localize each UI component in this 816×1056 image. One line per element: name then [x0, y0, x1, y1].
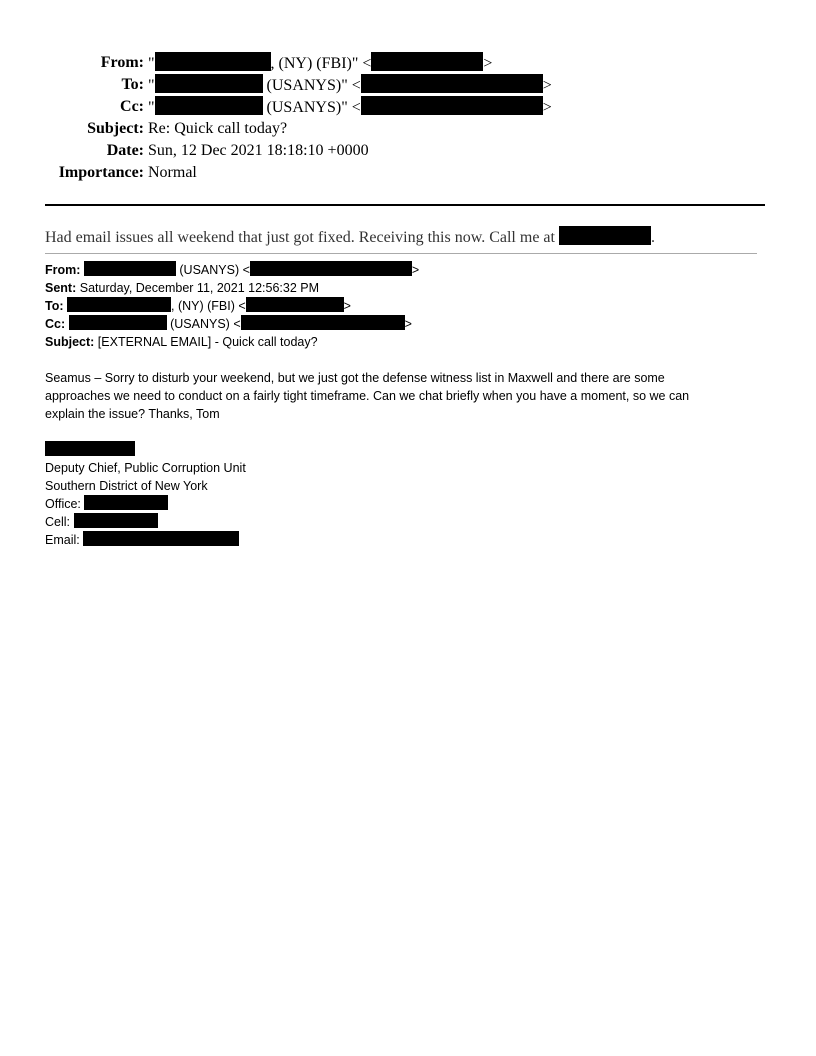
date-value: Sun, 12 Dec 2021 18:18:10 +0000	[148, 142, 369, 159]
original-to-bracket: >	[343, 299, 351, 313]
redaction-block	[361, 74, 543, 93]
original-from-row	[45, 261, 757, 279]
redaction-block	[83, 531, 239, 546]
original-sent-row	[45, 279, 757, 297]
header-cc-row	[0, 96, 816, 118]
original-to-org: , (NY) (FBI) <	[171, 299, 246, 313]
redaction-block	[84, 261, 176, 276]
cc-label: Cc:	[120, 98, 144, 115]
cell-label: Cell:	[45, 515, 71, 529]
signature-block	[45, 441, 757, 549]
original-from-label: From:	[45, 263, 81, 277]
redaction-block	[250, 261, 412, 276]
subject-label: Subject:	[87, 120, 144, 137]
original-cc-bracket: >	[404, 317, 412, 331]
to-quote: "	[148, 77, 155, 94]
importance-label: Importance:	[58, 164, 144, 181]
redaction-block	[84, 495, 168, 510]
redaction-block	[241, 315, 405, 330]
original-from-bracket: >	[411, 263, 420, 277]
from-bracket: >	[483, 55, 493, 72]
original-to-label: To:	[45, 299, 64, 313]
redaction-block	[155, 74, 263, 93]
body-line: Seamus – Sorry to disturb your weekend, but we just got the defense witness list in Maxwell and there are some	[45, 371, 665, 385]
header-to-row	[0, 74, 816, 96]
to-bracket: >	[542, 77, 552, 94]
redaction-block	[155, 96, 263, 115]
original-subject-value: [EXTERNAL EMAIL] - Quick call today?	[97, 335, 318, 349]
redaction-block	[371, 52, 483, 71]
original-from-org: (USANYS) <	[175, 263, 250, 277]
original-message	[45, 261, 757, 549]
signature-email-row	[45, 531, 757, 549]
body-line: explain the issue? Thanks, Tom	[45, 407, 220, 421]
original-cc-org: (USANYS) <	[166, 317, 241, 331]
header-divider	[45, 204, 765, 206]
message-body	[45, 369, 757, 423]
original-subject-row	[45, 333, 757, 351]
signature-name-row	[45, 441, 757, 459]
email-label: Email:	[45, 533, 80, 547]
from-label: From:	[100, 54, 144, 71]
reply-text: Had email issues all weekend that just got fixed. Receiving this now. Call me at	[45, 229, 555, 246]
reply-end: .	[650, 229, 655, 246]
signature-office-name: Southern District of New York	[45, 479, 208, 493]
quoted-divider	[45, 253, 757, 254]
cc-quote: "	[148, 99, 155, 116]
from-quote: "	[148, 55, 155, 72]
header-date-row	[0, 140, 816, 162]
original-cc-row	[45, 315, 757, 333]
signature-office-row	[45, 495, 757, 513]
original-to-row	[45, 297, 757, 315]
header-importance-row	[0, 162, 816, 184]
cc-org: (USANYS)" <	[262, 99, 361, 116]
redaction-block	[67, 297, 171, 312]
redaction-block	[559, 226, 651, 245]
header-subject-row	[0, 118, 816, 140]
office-label: Office:	[45, 497, 81, 511]
cc-bracket: >	[542, 99, 552, 116]
date-label: Date:	[106, 142, 144, 159]
redaction-block	[246, 297, 344, 312]
redaction-block	[74, 513, 158, 528]
redaction-block	[45, 441, 135, 456]
redaction-block	[69, 315, 167, 330]
body-line: approaches we need to conduct on a fairly tight timeframe. Can we chat briefly when you have a moment, so we can	[45, 389, 690, 403]
to-value	[144, 74, 552, 97]
email-header	[0, 52, 816, 184]
reply-message	[45, 226, 765, 249]
to-org: (USANYS)" <	[262, 77, 361, 94]
signature-cell-row	[45, 513, 757, 531]
subject-value: Re: Quick call today?	[148, 120, 288, 137]
original-subject-label: Subject:	[45, 335, 95, 349]
from-org: , (NY) (FBI)" <	[270, 55, 372, 72]
from-value	[144, 52, 492, 75]
original-cc-label: Cc:	[45, 317, 66, 331]
redaction-block	[361, 96, 543, 115]
original-sent-value: Saturday, December 11, 2021 12:56:32 PM	[79, 281, 319, 295]
to-label: To:	[121, 76, 144, 93]
importance-value: Normal	[148, 164, 197, 181]
header-from-row	[0, 52, 816, 74]
cc-value	[144, 96, 552, 119]
redaction-block	[155, 52, 271, 71]
signature-title: Deputy Chief, Public Corruption Unit	[45, 461, 246, 475]
original-sent-label: Sent:	[45, 281, 77, 295]
